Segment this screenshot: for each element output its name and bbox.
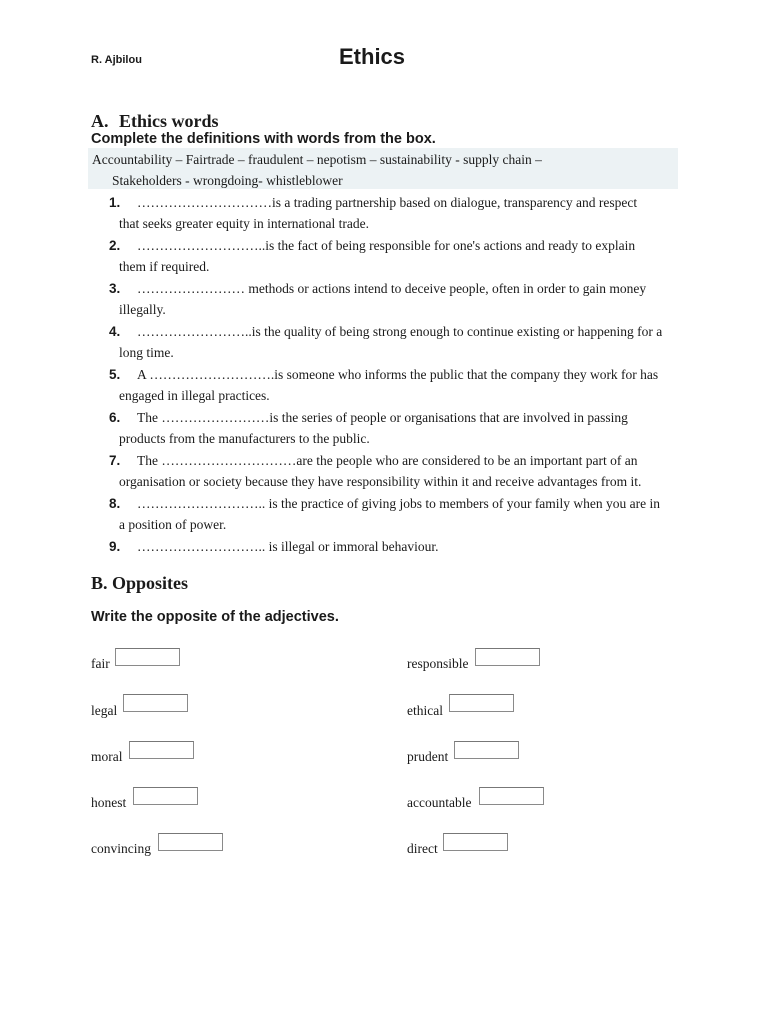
adjective-label-convincing: convincing [91, 841, 151, 856]
adjective-label-responsible: responsible [407, 656, 469, 671]
adjective-label-moral: moral [91, 749, 123, 764]
question-text-line-2: a position of power. [119, 517, 227, 532]
answer-input-moral[interactable] [129, 741, 194, 759]
question-text-line-2: organisation or society because they have responsibility within it and receive advantages from it. [119, 474, 642, 489]
section-b-heading: B. Opposites [91, 573, 189, 593]
section-a-letter: A. [91, 111, 109, 131]
adjective-label-accountable: accountable [407, 795, 472, 810]
question-number: 3. [109, 281, 121, 296]
question-number: 8. [109, 496, 121, 511]
answer-input-honest[interactable] [133, 787, 198, 805]
question-text-line-2: illegally. [119, 302, 166, 317]
answer-input-ethical[interactable] [449, 694, 514, 712]
page-title: Ethics [339, 44, 406, 69]
question-text-line-1: ………………………..is the fact of being responsible for one's actions and ready to explain [137, 238, 636, 253]
answer-input-responsible[interactable] [475, 648, 540, 666]
section-a-title: Ethics words [119, 111, 219, 131]
question-text-line-1: …………………………is a trading partnership based on dialogue, transparency and respect [137, 195, 638, 210]
question-number: 4. [109, 324, 121, 339]
adjective-label-prudent: prudent [407, 749, 449, 764]
question-text-line-1: ……………………….. is the practice of giving jobs to members of your family when you are in [137, 496, 661, 511]
question-number: 6. [109, 410, 121, 425]
adjective-label-fair: fair [91, 656, 110, 671]
question-text-line-1: The …………………………are the people who are considered to be an important part of an [137, 453, 638, 468]
answer-input-convincing[interactable] [158, 833, 223, 851]
question-text-line-2: long time. [119, 345, 174, 360]
adjective-label-ethical: ethical [407, 703, 443, 718]
answer-input-fair[interactable] [115, 648, 180, 666]
question-number: 1. [109, 195, 121, 210]
word-box-line-2: Stakeholders - wrongdoing- whistleblower [112, 173, 343, 188]
question-text-line-1: ……………………….. is illegal or immoral behaviour. [137, 539, 439, 554]
question-text-line-1: …………………… methods or actions intend to deceive people, often in order to gain money [137, 281, 647, 296]
question-number: 7. [109, 453, 121, 468]
answer-input-direct[interactable] [443, 833, 508, 851]
adjective-label-honest: honest [91, 795, 127, 810]
answer-input-legal[interactable] [123, 694, 188, 712]
question-text-line-1: The ……………………is the series of people or organisations that are involved in passing [137, 410, 628, 425]
question-text-line-1: ……………………..is the quality of being strong enough to continue existing or happening for a [137, 324, 663, 339]
answer-input-prudent[interactable] [454, 741, 519, 759]
question-number: 5. [109, 367, 121, 382]
question-text-line-2: them if required. [119, 259, 210, 274]
question-text-line-2: engaged in illegal practices. [119, 388, 270, 403]
section-a-instruction: Complete the definitions with words from the box. [91, 131, 436, 147]
word-box-line-1: Accountability – Fairtrade – fraudulent – nepotism – sustainability - supply chain – [92, 152, 542, 167]
adjective-label-legal: legal [91, 703, 118, 718]
question-text-line-2: products from the manufacturers to the public. [119, 431, 370, 446]
adjective-label-direct: direct [407, 841, 438, 856]
question-number: 9. [109, 539, 121, 554]
section-b-instruction: Write the opposite of the adjectives. [91, 609, 339, 625]
answer-input-accountable[interactable] [479, 787, 544, 805]
question-text-line-2: that seeks greater equity in international trade. [119, 216, 370, 231]
author-name: R. Ajbilou [91, 54, 142, 66]
question-number: 2. [109, 238, 121, 253]
question-text-line-1: A ……………………….is someone who informs the public that the company they work for has [137, 367, 659, 382]
section-a-heading [91, 111, 219, 132]
